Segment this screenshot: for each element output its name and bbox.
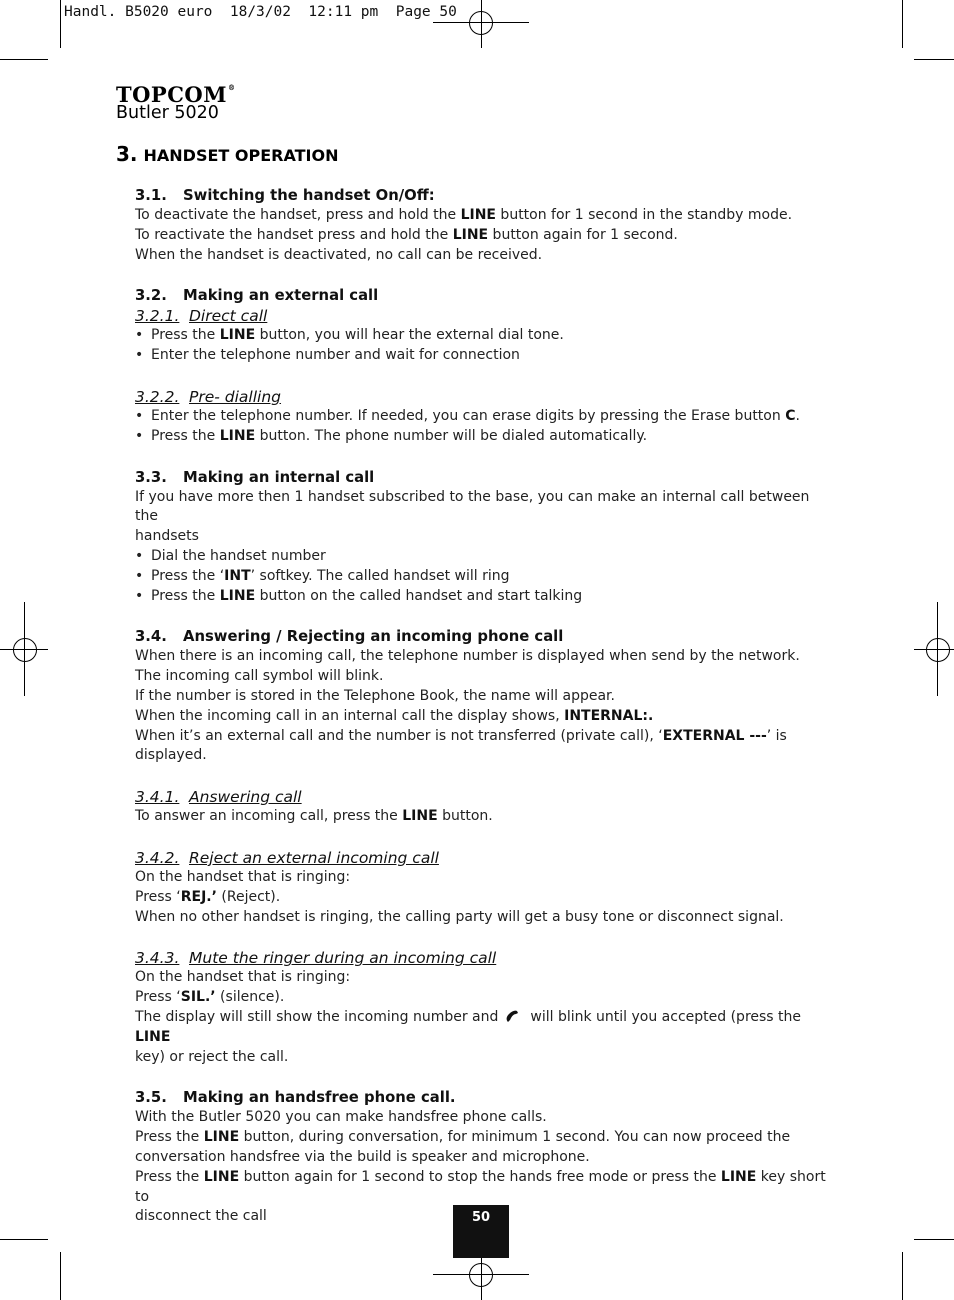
- paragraph-line: If the number is stored in the Telephone Book, the name will appear.: [135, 687, 615, 704]
- registration-mark-left: [13, 638, 37, 662]
- paragraph-line: When the handset is deactivated, no call can be received.: [135, 246, 543, 263]
- paragraph-line: To answer an incoming call, press the LINE button.: [135, 808, 493, 825]
- subsection-heading: 3.4.1. Answering call: [135, 788, 302, 807]
- paragraph-line: Press the LINE button, during conversation, for minimum 1 second. You can now proceed the: [135, 1129, 791, 1146]
- chapter-heading: [116, 142, 338, 166]
- crop-mark: [902, 1252, 903, 1300]
- bullet-item: • Press the LINE button. The phone number will be dialed automatically.: [135, 427, 835, 447]
- paragraph-line: To reactivate the handset press and hold the LINE button again for 1 second.: [135, 226, 678, 243]
- section-title: Making an external call: [183, 287, 379, 305]
- crop-mark: [0, 59, 48, 60]
- bullet-item: • Dial the handset number: [135, 547, 835, 567]
- logo-text: TOPCOM: [116, 82, 227, 107]
- crop-mark: [60, 0, 61, 48]
- paragraph-line: With the Butler 5020 you can make handsfree phone calls.: [135, 1109, 547, 1126]
- paragraph-line: The incoming call symbol will blink.: [135, 668, 384, 685]
- paragraph-line: To deactivate the handset, press and hold the LINE button for 1 second in the standby mode.: [135, 207, 793, 223]
- paragraph-line: disconnect the call: [135, 1208, 267, 1225]
- section-title: Making an handsfree phone call.: [183, 1089, 456, 1107]
- crop-mark: [914, 1239, 954, 1240]
- paragraph-line: Press the LINE button again for 1 second to stop the hands free mode or press the LINE key short to: [135, 1168, 826, 1205]
- registration-mark-left: [0, 649, 48, 650]
- subsection-heading: 3.2.1. Direct call: [135, 307, 268, 326]
- paragraph-line: conversation handsfree via the build is speaker and microphone.: [135, 1148, 590, 1165]
- section-heading: [135, 627, 835, 647]
- paragraph-line: On the handset that is ringing:: [135, 969, 351, 986]
- bullet-item: • Press the LINE button on the called handset and start talking: [135, 587, 835, 607]
- product-model: Butler 5020: [116, 103, 219, 123]
- section-heading: [135, 286, 835, 306]
- page-number-box: [453, 1205, 509, 1258]
- crop-mark: [60, 1252, 61, 1300]
- print-slug: Handl. B5020 euro 18/3/02 12:11 pm Page 50: [64, 4, 457, 20]
- crop-mark: [0, 1239, 48, 1240]
- paragraph-line: The display will still show the incoming number and will blink until you accepted (press the LINE: [135, 1008, 802, 1045]
- bullet-item: • Press the ‘INT’ softkey. The called handset will ring: [135, 567, 835, 587]
- paragraph-line: On the handset that is ringing:: [135, 868, 351, 885]
- subsection-heading: 3.2.2. Pre- dialling: [135, 387, 282, 406]
- chapter-title: HANDSET OPERATION: [143, 146, 339, 165]
- section-number: 3.3.: [135, 468, 167, 486]
- subsection-heading: 3.4.2. Reject an external incoming call: [135, 848, 439, 867]
- chapter-number: 3.: [116, 142, 138, 166]
- paragraph-line: If you have more then 1 handset subscribed to the base, you can make an internal call between the: [135, 488, 810, 525]
- paragraph-line: When it’s an external call and the number is not transferred (private call), ‘EXTERNAL ---’ is displayed.: [135, 727, 787, 764]
- bullet-item: • Enter the telephone number and wait for connection: [135, 346, 835, 366]
- section-title: Making an internal call: [183, 468, 375, 486]
- section-heading: [135, 186, 835, 206]
- paragraph-line: Press ‘SIL.’ (silence).: [135, 989, 285, 1006]
- registration-mark-right: [926, 638, 950, 662]
- page-number: 50: [471, 1210, 491, 1225]
- crop-mark: [902, 0, 903, 48]
- paragraph-line: Press ‘REJ.’ (Reject).: [135, 888, 281, 905]
- section-title: Switching the handset On/Off:: [183, 187, 435, 204]
- section-number: 3.1.: [135, 187, 167, 204]
- paragraph-line: When no other handset is ringing, the calling party will get a busy tone or disconnect signal.: [135, 908, 784, 925]
- paragraph-line: key) or reject the call.: [135, 1048, 289, 1065]
- section-title: Answering / Rejecting an incoming phone call: [183, 628, 564, 646]
- topcom-logo: [116, 84, 235, 105]
- bullet-item: • Enter the telephone number. If needed, you can erase digits by pressing the Erase button C.: [135, 407, 835, 427]
- paragraph-line: When there is an incoming call, the telephone number is displayed when send by the network.: [135, 648, 800, 665]
- crop-mark: [914, 59, 954, 60]
- bullet-item: • Press the LINE button, you will hear the external dial tone.: [135, 326, 835, 346]
- registration-mark-bottom: [481, 1252, 482, 1300]
- incoming-call-icon: [504, 1008, 524, 1024]
- section-number: 3.5.: [135, 1089, 167, 1107]
- registration-mark-bottom: [433, 1274, 529, 1275]
- section-heading: [135, 1088, 835, 1108]
- section-heading: [135, 468, 835, 488]
- registration-mark-right: [914, 649, 954, 650]
- registration-mark-top: [481, 0, 482, 48]
- section-number: 3.2.: [135, 287, 167, 305]
- paragraph-line: When the incoming call in an internal call the display shows, INTERNAL:.: [135, 707, 654, 724]
- subsection-heading: 3.4.3. Mute the ringer during an incoming call: [135, 949, 497, 968]
- registration-mark-top: [433, 22, 529, 23]
- section-number: 3.4.: [135, 628, 167, 646]
- paragraph-line: handsets: [135, 528, 199, 545]
- page-content: [135, 186, 835, 1227]
- logo-trademark: ®: [227, 83, 236, 92]
